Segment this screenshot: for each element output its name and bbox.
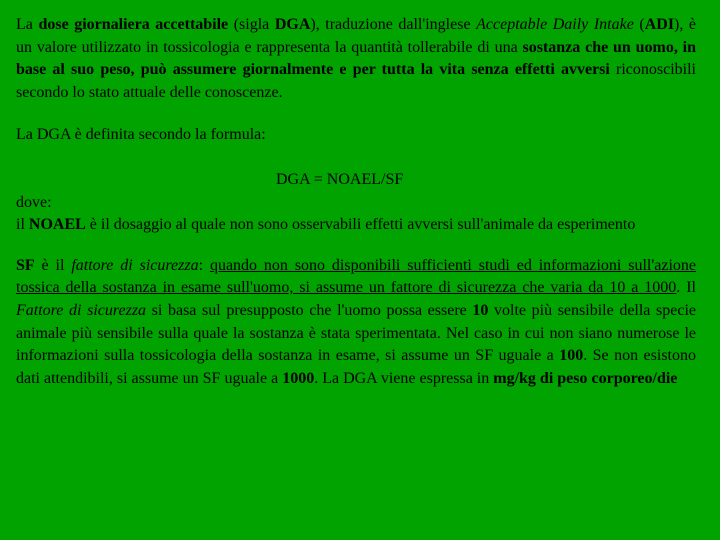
acronym-dga: DGA <box>274 16 311 33</box>
dove-label: dove: <box>16 193 52 211</box>
term-fattore-di-sicurezza-2: Fattore di sicurezza <box>16 301 147 319</box>
term-dose-giornaliera: dose giornaliera accettabile <box>38 16 229 33</box>
term-acceptable-daily-intake: Acceptable Daily Intake <box>476 16 634 33</box>
formula: DGA = NOAEL/SF <box>276 170 404 188</box>
text: ), è un valore utilizzato in tossicologia e rappresenta la quantità tollerabile di una <box>16 16 697 56</box>
value-10: 10 <box>472 301 489 319</box>
text: . La DGA viene espressa in <box>314 369 494 387</box>
text: volte più sensibile della specie animale più sensibile sulla quale la sostanza è stata sperimentata. Nel caso in cui non siano numerose le informazioni sulla tossicologia della sostanza in esame, si assume un SF uguale a <box>16 301 697 365</box>
text: si basa sul presupposto che l'uomo possa essere <box>146 301 473 319</box>
text: è il <box>34 256 72 274</box>
term-fattore-di-sicurezza: fattore di sicurezza <box>71 256 199 274</box>
text: . Se non esistono dati attendibili, si assume un SF uguale a <box>16 347 696 387</box>
acronym-sf: SF <box>16 256 35 274</box>
text: : <box>198 256 210 274</box>
value-100: 100 <box>559 347 584 365</box>
text: ), traduzione dall'inglese <box>310 16 477 33</box>
text: il <box>16 216 29 234</box>
sf-paragraph <box>16 255 696 391</box>
underlined-statement: quando non sono disponibili sufficienti studi ed informazioni sull'azione tossica della sostanza in esame sull'uomo, si assume un fattore di sicurezza che varia da 10 a 1000 <box>16 256 697 297</box>
text: . Il <box>676 279 696 297</box>
definition-emphasis: sostanza che un uomo, in base al suo peso, può assumere giornalmente e per tutta la vita senza effetti avversi <box>16 38 697 79</box>
acronym-adi: ADI <box>644 16 675 33</box>
text: (sigla <box>228 16 275 33</box>
text: La <box>16 16 39 33</box>
value-1000: 1000 <box>282 369 315 387</box>
formula-intro: La DGA è definita secondo la formula: <box>16 126 266 144</box>
text: ( <box>633 16 645 33</box>
unit-mg-kg: mg/kg di peso corporeo/die <box>493 369 678 387</box>
acronym-noael: NOAEL <box>28 216 86 234</box>
text: è il dosaggio al quale non sono osservabili effetti avversi sull'animale da esperimento <box>85 216 636 234</box>
definition-paragraph <box>16 14 696 104</box>
noael-definition <box>16 214 696 237</box>
text: riconoscibili secondo lo stato attuale delle conoscenze. <box>16 61 697 101</box>
